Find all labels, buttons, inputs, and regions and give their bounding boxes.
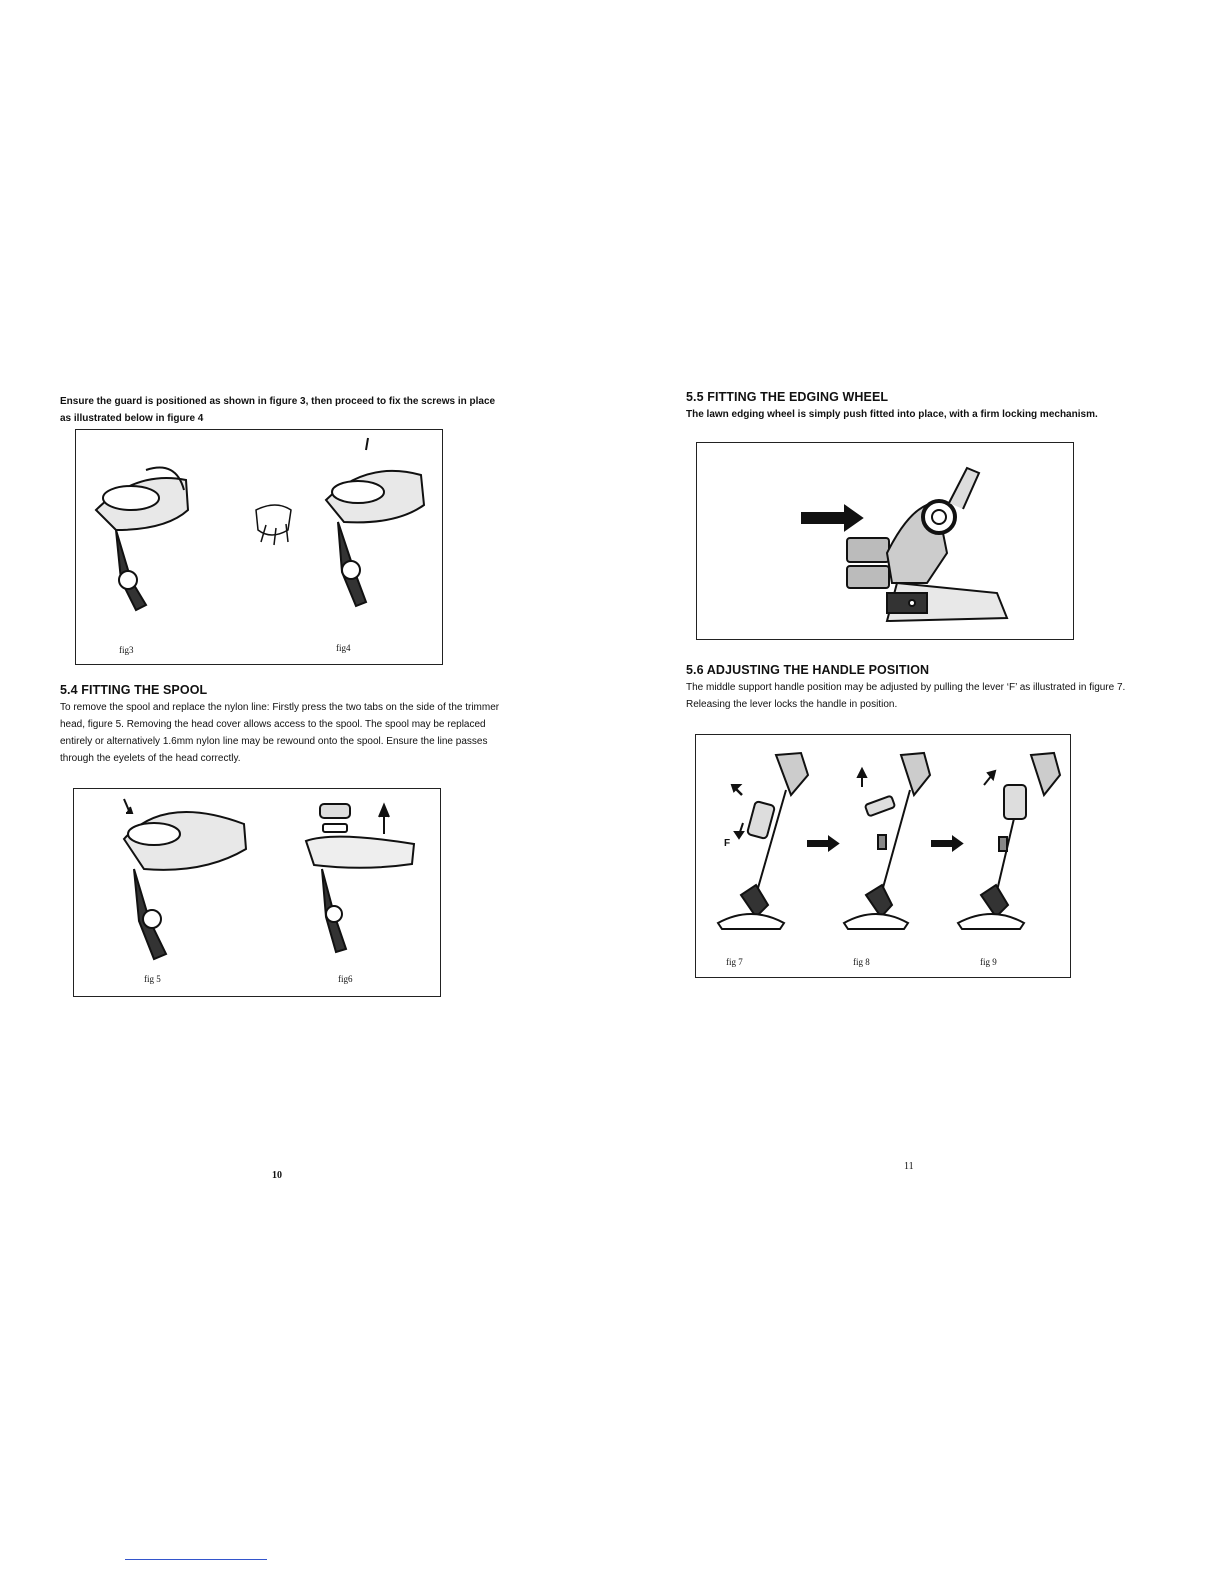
section-5-6-paragraph: The middle support handle position may be adjusted by pulling the lever ‘F’ as illustrated in figure 7. Releasing the lever locks the handle in position. bbox=[686, 682, 1126, 710]
section-5-5-paragraph: The lawn edging wheel is simply push fitted into place, with a firm locking mechanism. bbox=[686, 409, 1098, 420]
fig3-caption: fig3 bbox=[119, 645, 134, 655]
edging-wheel-illustration bbox=[697, 443, 1073, 639]
figure-3-4-box bbox=[75, 429, 443, 665]
fig5-caption: fig 5 bbox=[144, 974, 161, 984]
trimmer-head-guard-illustration bbox=[76, 430, 442, 664]
section-5-6-heading: 5.6 ADJUSTING THE HANDLE POSITION bbox=[686, 663, 930, 677]
section-5-4-heading: 5.4 FITTING THE SPOOL bbox=[60, 683, 208, 697]
spool-removal-illustration bbox=[74, 789, 440, 996]
fig7-caption: fig 7 bbox=[726, 957, 743, 967]
right-page-number: 11 bbox=[904, 1161, 914, 1172]
fig8-caption: fig 8 bbox=[853, 957, 870, 967]
section-5-4-paragraph: To remove the spool and replace the nylon line: Firstly press the two tabs on the side of the trimmer head, figure 5. Removing the head cover allows access to the spool. The spool may be replaced entirely or alternatively 1.6mm nylon line may be rewound onto the spool. Ensure the line passes through the eyelets of the head correctly. bbox=[60, 702, 500, 764]
fig4-caption: fig4 bbox=[336, 643, 351, 653]
figure-edging-wheel-box bbox=[696, 442, 1074, 640]
left-page-number: 10 bbox=[272, 1170, 282, 1181]
footnote-rule bbox=[125, 1559, 267, 1560]
figure-5-6-box bbox=[73, 788, 441, 997]
section-5-5-heading: 5.5 FITTING THE EDGING WHEEL bbox=[686, 390, 889, 404]
figure-handle-position-box bbox=[695, 734, 1071, 978]
fig6-caption: fig6 bbox=[338, 974, 353, 984]
lever-f-label: F bbox=[724, 838, 731, 849]
handle-adjustment-illustration bbox=[696, 735, 1070, 977]
fig9-caption: fig 9 bbox=[980, 957, 997, 967]
intro-paragraph: Ensure the guard is positioned as shown in figure 3, then proceed to fix the screws in place as illustrated below in figure 4 bbox=[60, 396, 496, 424]
